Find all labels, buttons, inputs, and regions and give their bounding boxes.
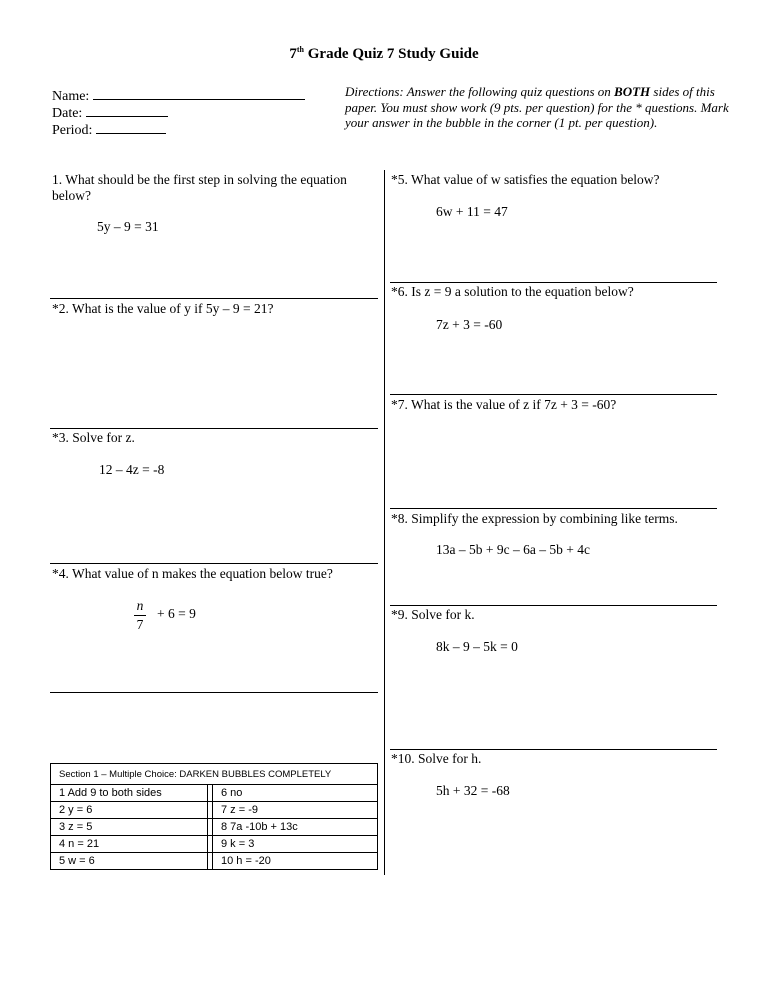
question-5: *5. What value of w satisfies the equation below?	[391, 172, 660, 187]
question-3-equation: 12 – 4z = -8	[99, 462, 165, 477]
question-7: *7. What is the value of z if 7z + 3 = -60?	[391, 397, 617, 412]
answer-table-header: Section 1 – Multiple Choice: DARKEN BUBBLES COMPLETELY	[51, 764, 378, 785]
question-1-equation: 5y – 9 = 31	[97, 219, 159, 234]
title-superscript: th	[296, 45, 304, 54]
separator-line	[50, 428, 378, 429]
name-line[interactable]	[93, 86, 305, 100]
separator-line	[390, 508, 717, 509]
answer-cell: 7 z = -9	[213, 802, 378, 819]
question-8: *8. Simplify the expression by combining like terms.	[391, 511, 678, 526]
date-label: Date:	[52, 106, 83, 121]
answer-cell: 2 y = 6	[51, 802, 208, 819]
question-8-equation: 13a – 5b + 9c – 6a – 5b + 4c	[436, 542, 590, 557]
answer-cell: 10 h = -20	[213, 853, 378, 870]
answer-key-table	[50, 763, 378, 870]
answer-cell: 4 n = 21	[51, 836, 208, 853]
answer-cell: 5 w = 6	[51, 853, 208, 870]
separator-line	[390, 394, 717, 395]
table-row	[51, 785, 378, 802]
period-line[interactable]	[96, 120, 166, 134]
separator-line	[390, 605, 717, 606]
table-row	[51, 836, 378, 853]
directions-rest: sides of this paper. You must show work (9 pts. per question) for the * questions. Mark your answer in the bubble in the corner (1 pt. per question).	[345, 84, 729, 130]
directions	[345, 84, 745, 131]
question-6: *6. Is z = 9 a solution to the equation below?	[391, 284, 634, 299]
question-3: *3. Solve for z.	[52, 430, 135, 445]
title-grade: 7	[289, 46, 297, 62]
question-10-equation: 5h + 32 = -68	[436, 783, 510, 798]
date-line[interactable]	[86, 103, 168, 117]
answer-cell: 1 Add 9 to both sides	[51, 785, 208, 802]
question-10: *10. Solve for h.	[391, 751, 482, 766]
directions-bold: BOTH	[614, 84, 651, 99]
table-row	[51, 802, 378, 819]
answer-cell: 3 z = 5	[51, 819, 208, 836]
table-row	[51, 853, 378, 870]
answer-cell: 6 no	[213, 785, 378, 802]
period-label: Period:	[52, 123, 93, 138]
question-2: *2. What is the value of y if 5y – 9 = 21?	[52, 301, 274, 316]
title-text: Grade Quiz 7 Study Guide	[304, 46, 479, 62]
separator-line	[390, 749, 717, 750]
question-4-fraction	[134, 597, 146, 634]
fraction-denominator: 7	[136, 617, 144, 632]
table-row	[51, 819, 378, 836]
separator-line	[390, 282, 717, 283]
question-1: 1. What should be the first step in solving the equation below?	[52, 172, 347, 203]
question-6-equation: 7z + 3 = -60	[436, 317, 503, 332]
question-5-equation: 6w + 11 = 47	[436, 204, 508, 219]
name-label: Name:	[52, 89, 90, 104]
question-9-equation: 8k – 9 – 5k = 0	[436, 639, 518, 654]
page-title	[0, 45, 768, 63]
directions-lead: Directions: Answer the following quiz questions on	[345, 84, 615, 99]
answer-cell: 9 k = 3	[213, 836, 378, 853]
separator-line	[50, 298, 378, 299]
question-4: *4. What value of n makes the equation below true?	[52, 566, 333, 581]
question-9: *9. Solve for k.	[391, 607, 475, 622]
answer-cell: 8 7a -10b + 13c	[213, 819, 378, 836]
column-divider	[384, 170, 385, 875]
period-field	[52, 120, 166, 139]
separator-line	[50, 692, 378, 693]
question-4-equation: + 6 = 9	[157, 606, 196, 621]
separator-line	[50, 563, 378, 564]
fraction-numerator: n	[134, 597, 146, 616]
